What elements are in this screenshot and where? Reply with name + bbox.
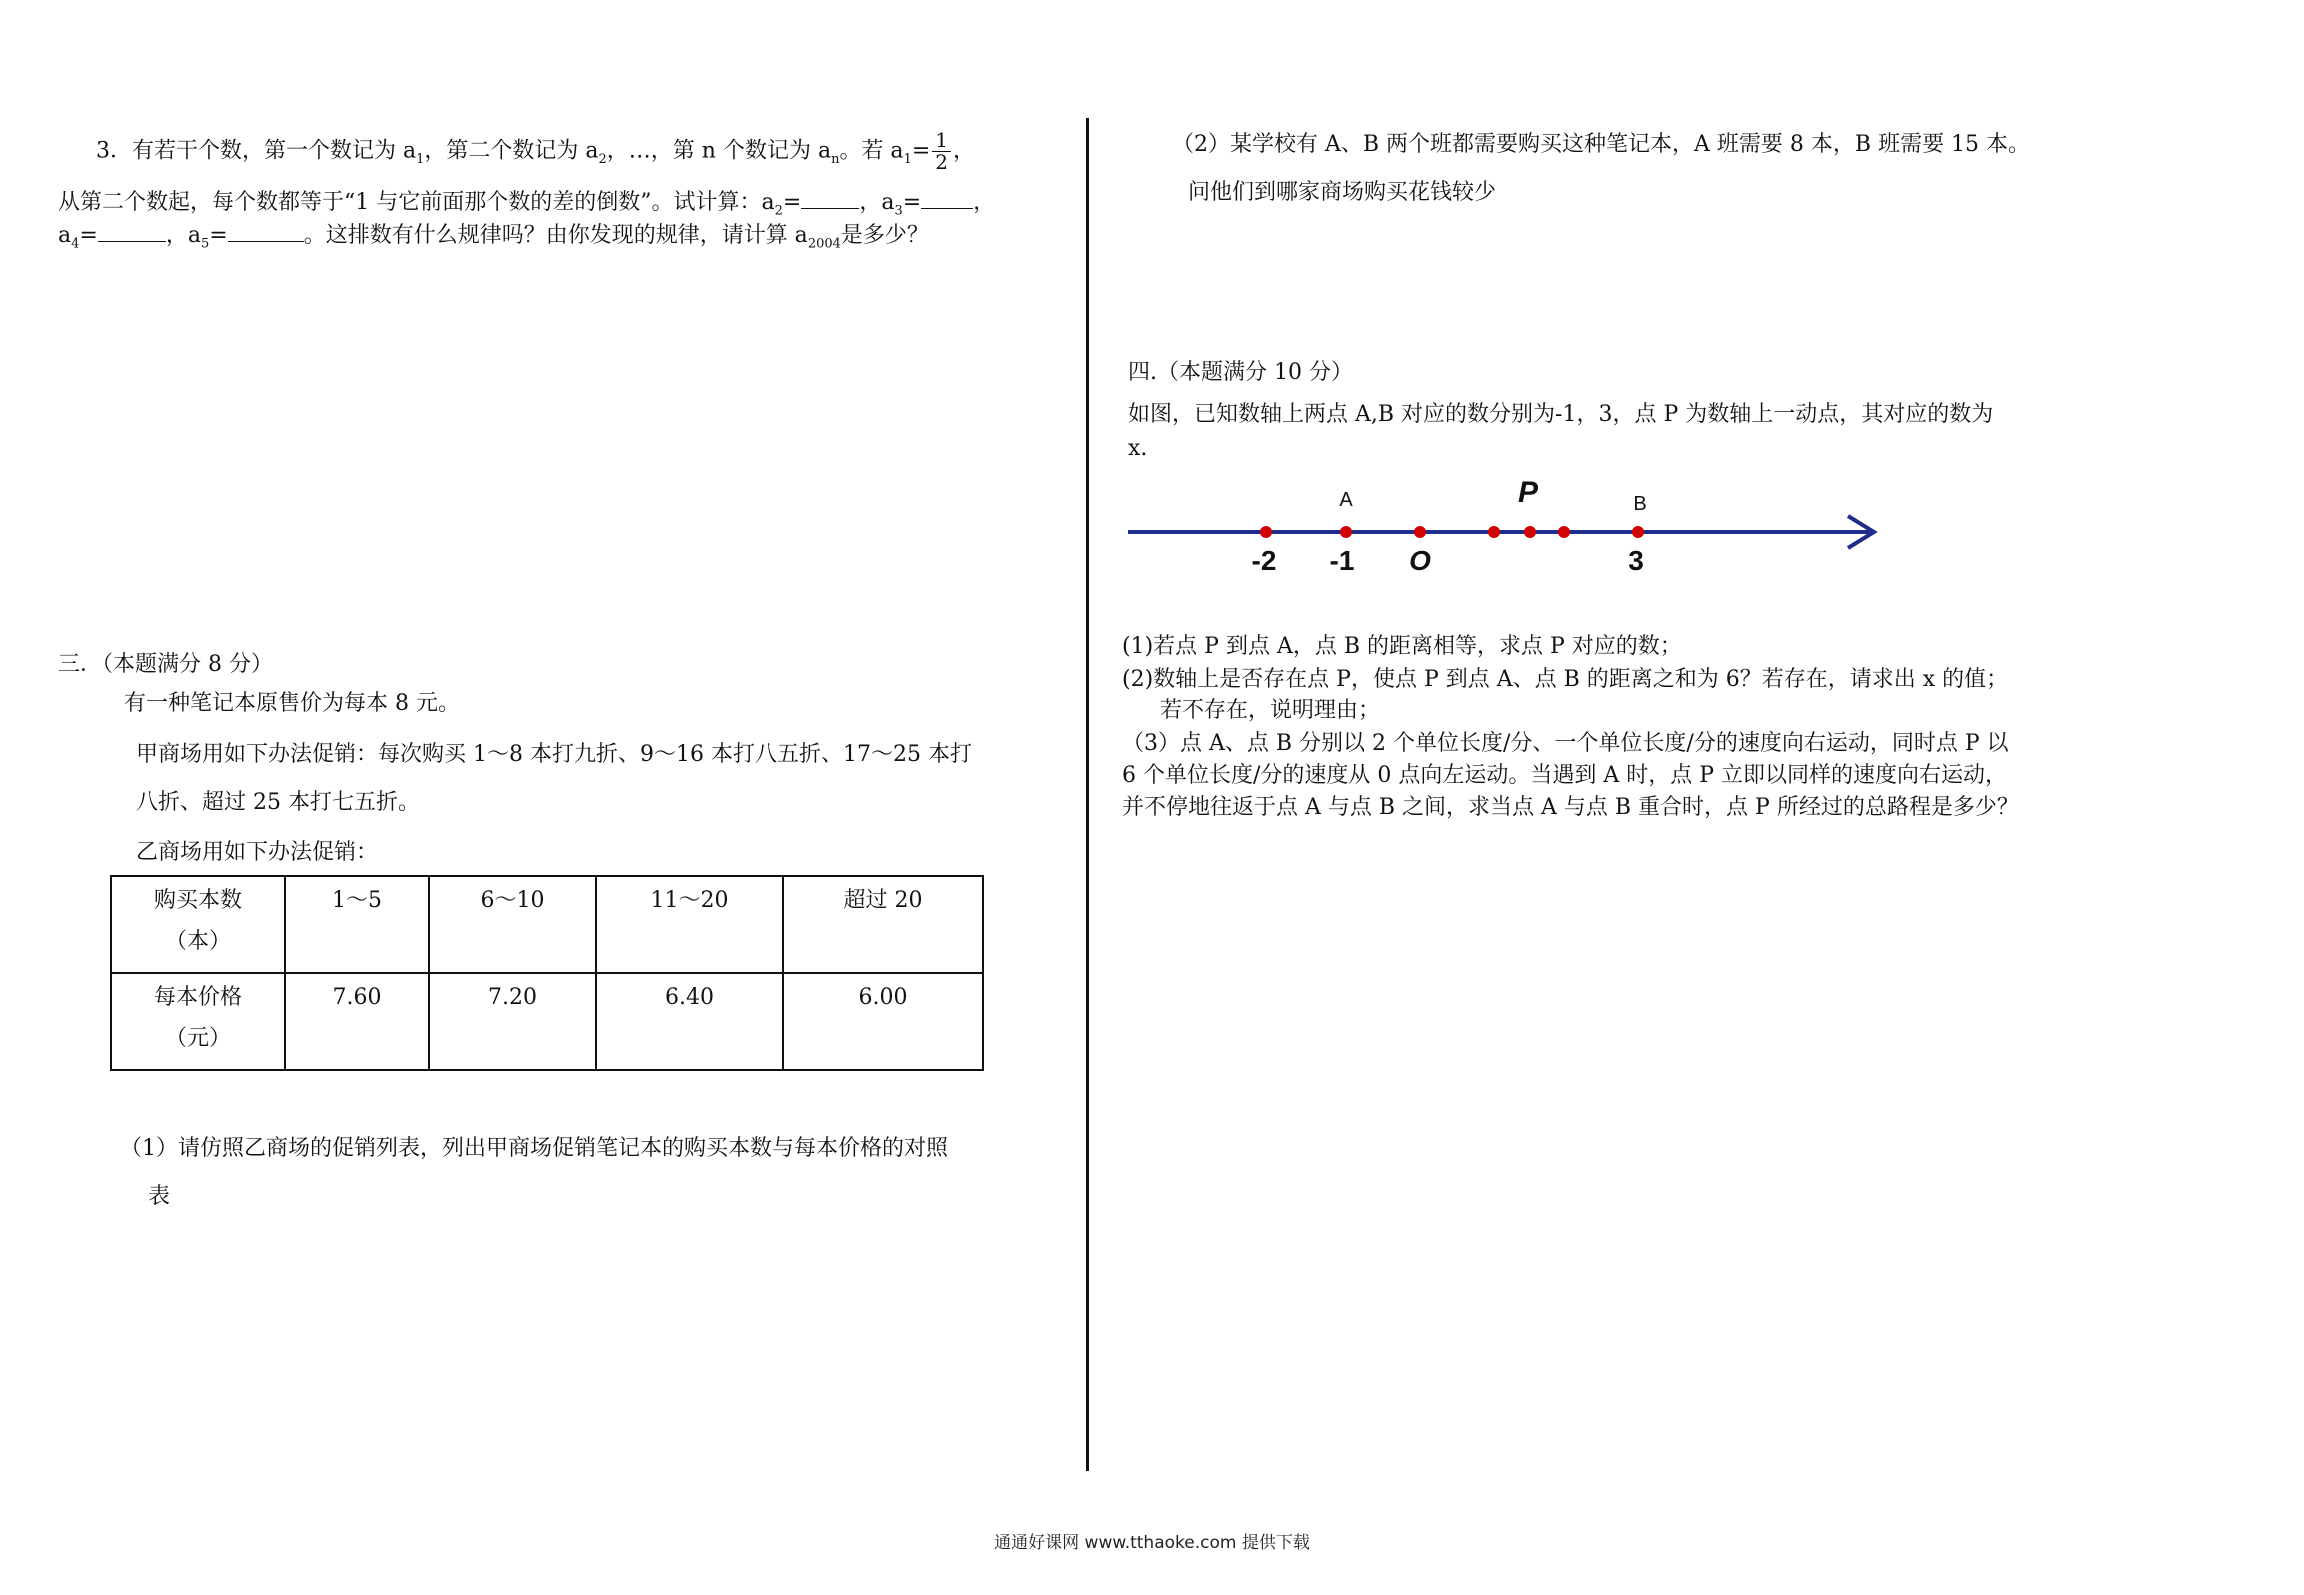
q3-line2 [58,186,995,222]
point-p-2 [1524,526,1536,538]
table-cell: 6.40 [596,973,783,1070]
subscript: 1 [903,151,912,167]
sub1-line2: 表 [148,1184,171,1209]
point-p-1 [1488,526,1500,538]
section4-heading: 四.（本题满分 10 分） [1128,360,1353,385]
q3-text: 是多少？ [840,223,929,248]
q3-text: 。这排数有什么规律吗？由你发现的规律，请计算 a [303,223,808,248]
answer-blank-a2[interactable] [801,190,859,209]
q3-right-line1: （3）点 A、点 B 分别以 2 个单位长度/分、一个单位长度/分的速度向右运动，同时点 P 以 [1122,731,2009,756]
answer-blank-a3[interactable] [921,190,973,209]
q3-text: ， [973,190,996,215]
table-cell: 6.00 [783,973,983,1070]
point-minus-2 [1260,526,1272,538]
subscript: 2 [598,151,607,167]
section3-heading: 三．（本题满分 8 分） [58,652,273,677]
subscript: 3 [894,203,903,219]
q3-text: = [209,223,228,248]
answer-blank-a4[interactable] [98,223,166,242]
table-row [111,876,983,973]
label-b: B [1633,493,1647,515]
fraction-numerator: 1 [932,130,951,152]
q3-line1 [96,130,975,173]
q3-text: = [911,138,931,164]
table-cell: 7.60 [285,973,429,1070]
section3-intro: 有一种笔记本原售价为每本 8 元。 [124,691,460,716]
number-line-figure [1120,470,1900,590]
jia-promotion-line2: 八折、超过 25 本打七五折。 [136,790,420,815]
table-header-cell [111,876,285,973]
table-cell-text: （元） [164,1025,231,1051]
subscript: 1 [416,151,425,167]
table-row [111,973,983,1070]
table-cell: 超过 20 [783,876,983,973]
sub2-line1: （2）某学校有 A、B 两个班都需要购买这种笔记本，A 班需要 8 本，B 班需要 15 本。 [1172,132,2031,157]
tick-label-minus-2: -2 [1251,545,1277,576]
jia-promotion-line1: 甲商场用如下办法促销：每次购买 1～8 本打九折、9～16 本打八五折、17～25 本打 [136,742,972,767]
table-cell-text: （本） [164,928,231,954]
table-header-cell [111,973,285,1070]
footer-text: 通通好课网 www.tthaoke.com 提供下载 [994,1533,1310,1553]
sub1-line1: （1）请仿照乙商场的促销列表，列出甲商场促销笔记本的购买本数与每本价格的对照 [120,1136,948,1161]
subscript: 5 [200,236,210,252]
q3-text: = [79,223,98,248]
yi-promotion-line: 乙商场用如下办法促销： [136,840,379,865]
answer-blank-a5[interactable] [228,223,304,242]
table-cell: 6～10 [429,876,596,973]
sub2-line2: 问他们到哪家商场购买花钱较少 [1188,180,1497,205]
subscript: n [831,151,840,167]
point-a [1340,526,1352,538]
q3-text: 。若 a [839,138,904,164]
q3-text: a [58,223,72,248]
subscript: 2004 [807,236,841,252]
table-cell: 11～20 [596,876,783,973]
section4-intro-line2: x. [1128,436,1148,461]
q2-line1: (2)数轴上是否存在点 P，使点 P 到点 A、点 B 的距离之和为 6？若存在，请求出 x 的值； [1122,667,2009,692]
q1-text: (1)若点 P 到点 A，点 B 的距离相等，求点 P 对应的数； [1122,634,1682,659]
table-cell-text: 购买本数 [153,888,242,913]
point-origin [1414,526,1426,538]
label-p: P [1517,476,1539,509]
q3-text: ， [953,138,976,164]
table-cell: 7.20 [429,973,596,1070]
subscript: 4 [71,236,80,252]
subscript: 2 [774,203,783,219]
table-cell: 1～5 [285,876,429,973]
column-divider [1086,118,1089,1471]
tick-label-minus-1: -1 [1329,545,1355,576]
q3-text: 从第二个数起，每个数都等于“1 与它前面那个数的差的倒数”。试计算：a [58,190,775,215]
section4-intro-line1: 如图，已知数轴上两点 A,B 对应的数分别为-1，3，点 P 为数轴上一动点，其对应的数为 [1128,402,1994,427]
fraction-one-half [932,130,951,173]
tick-label-3: 3 [1628,545,1644,576]
q3-line3 [58,219,929,255]
point-p-3 [1558,526,1570,538]
q2-line2: 若不存在，说明理由； [1160,698,1381,723]
q3-text: = [902,190,922,215]
q3-text: 3．有若干个数，第一个数记为 a [96,138,417,164]
fraction-denominator: 2 [935,150,949,174]
yi-price-table [110,875,984,1071]
q3-text: ，第二个数记为 a [424,138,599,164]
q3-text: ，…，第 n 个数记为 a [606,138,832,164]
table-cell-text: 每本价格 [153,985,242,1010]
q3-text: = [782,190,802,215]
q3-text: ，a [165,223,201,248]
q3-text: ，a [859,190,895,215]
q3-right-line2: 6 个单位长度/分的速度从 0 点向左运动。当遇到 A 时，点 P 立即以同样的速度向右运动， [1122,763,2008,788]
tick-label-origin: O [1409,545,1431,576]
q3-right-line3: 并不停地往返于点 A 与点 B 之间，求当点 A 与点 B 重合时，点 P 所经过的总路程是多少？ [1122,795,2019,820]
label-a: A [1339,489,1353,511]
point-b [1632,526,1644,538]
